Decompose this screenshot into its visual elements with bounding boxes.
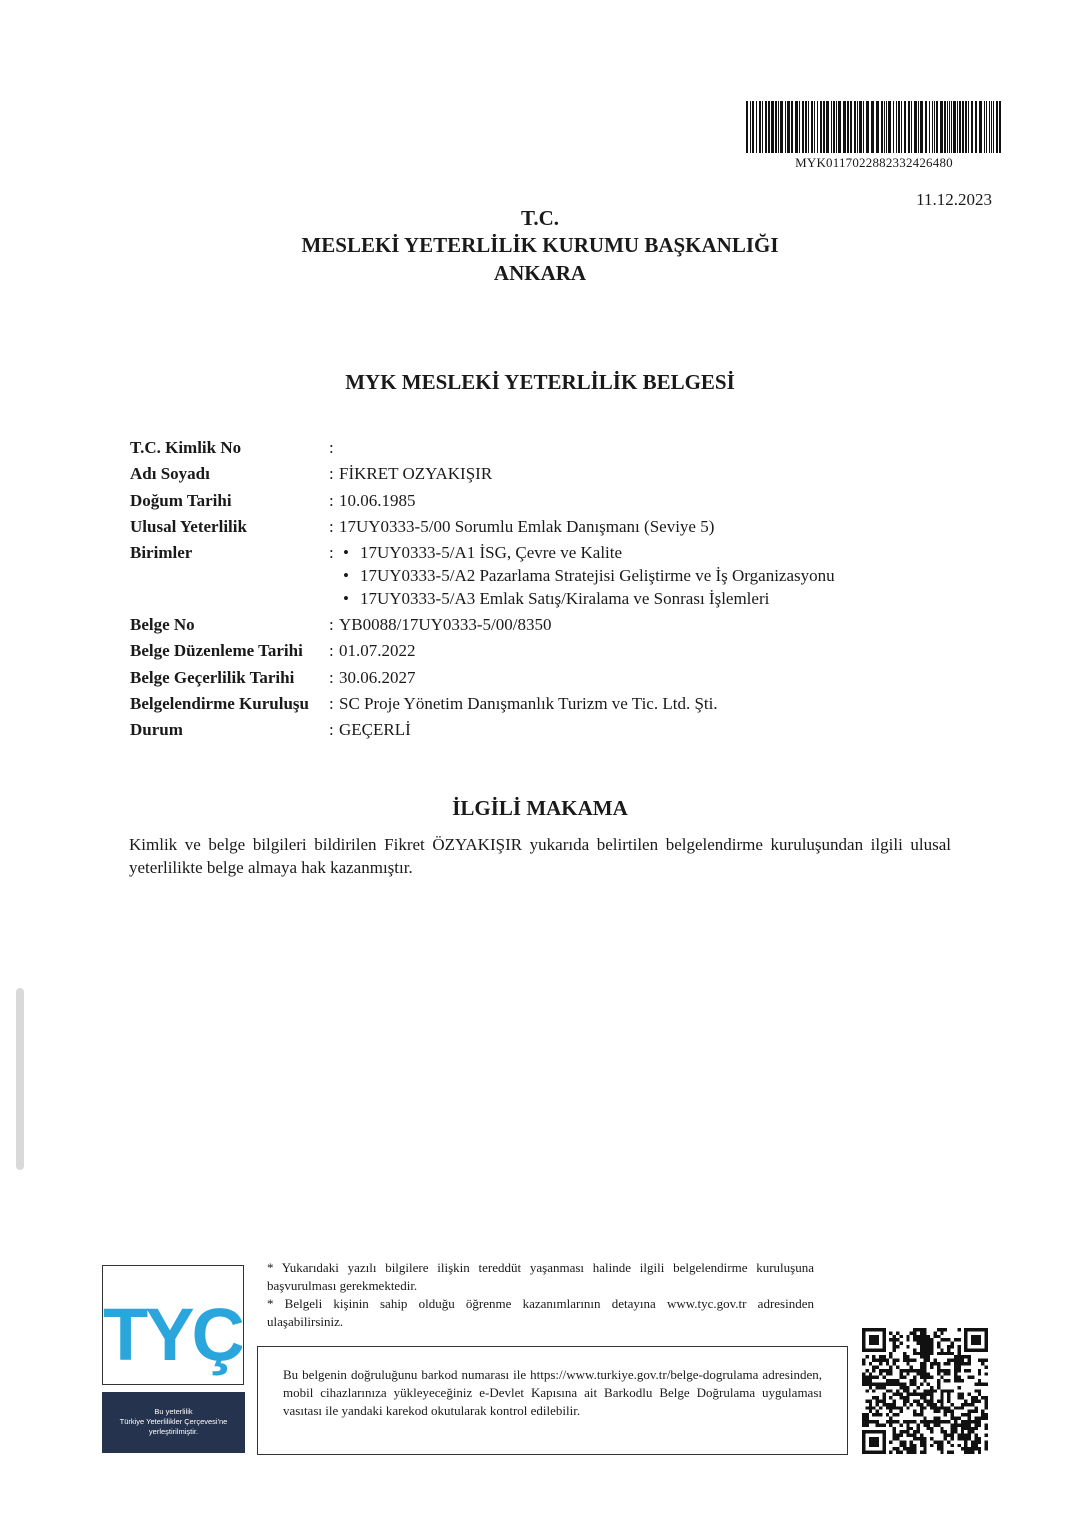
- info-row-units: [130, 542, 990, 612]
- info-label: T.C. Kimlik No: [130, 438, 242, 457]
- info-colon: :: [329, 694, 334, 713]
- info-label: Doğum Tarihi: [130, 491, 232, 510]
- info-colon: :: [329, 615, 334, 634]
- header-tc: T.C.: [520, 206, 560, 230]
- info-colon: :: [329, 491, 334, 510]
- footer-note: * Belgeli kişinin sahip olduğu öğrenme kazanımlarının detayına www.tyc.gov.tr adresinden ulaşabilirsiniz.: [267, 1296, 814, 1329]
- status-badge: GEÇERLİ: [339, 720, 411, 739]
- document-title: MYK MESLEKİ YETERLİLİK BELGESİ: [345, 370, 735, 394]
- info-value: 10.06.1985: [339, 491, 416, 510]
- tyc-logo: [102, 1265, 244, 1385]
- info-value: 30.06.2027: [339, 668, 416, 687]
- document-barcode: [744, 101, 1004, 171]
- document-date: 11.12.2023: [916, 190, 992, 209]
- band-line: yerleştirilmiştir.: [148, 1427, 199, 1436]
- barcode-icon: [744, 101, 1004, 153]
- tyc-logo-icon: [103, 1266, 242, 1383]
- list-item: • 17UY0333-5/A2 Pazarlama Stratejisi Geliştirme ve İş Organizasyonu: [343, 565, 835, 588]
- header-organization: MESLEKİ YETERLİLİK KURUMU BAŞKANLIĞI: [301, 233, 779, 257]
- info-colon: :: [329, 668, 334, 687]
- band-line: Türkiye Yeterlilikler Çerçevesi'ne: [119, 1417, 228, 1426]
- info-label: Belge Geçerlilik Tarihi: [130, 668, 295, 687]
- info-label: Belge Düzenleme Tarihi: [130, 641, 303, 660]
- info-value: FİKRET OZYAKIŞIR: [339, 464, 493, 483]
- info-colon: :: [329, 438, 334, 457]
- info-label: Adı Soyadı: [130, 464, 210, 483]
- section-title: İLGİLİ MAKAMA: [452, 796, 628, 820]
- unit-list: [343, 542, 835, 611]
- qr-code: [862, 1328, 988, 1454]
- list-item: • 17UY0333-5/A3 Emlak Satış/Kiralama ve Sonrası İşlemleri: [343, 588, 835, 611]
- info-value: 17UY0333-5/00 Sorumlu Emlak Danışmanı (Seviye 5): [339, 517, 715, 536]
- info-colon: :: [329, 641, 334, 660]
- band-line: Bu yeterlilik: [154, 1407, 193, 1416]
- info-value: 01.07.2022: [339, 641, 416, 660]
- info-label: Belge No: [130, 615, 195, 634]
- info-colon: :: [329, 517, 334, 536]
- info-value: SC Proje Yönetim Danışmanlık Turizm ve Tic. Ltd. Şti.: [339, 694, 718, 713]
- tyc-logo-text: TYÇ: [103, 1293, 242, 1376]
- footer-notes: [267, 1259, 814, 1331]
- header-city: ANKARA: [493, 261, 587, 285]
- qr-code-icon: [862, 1328, 988, 1454]
- body-paragraph: Kimlik ve belge bilgileri bildirilen Fikret ÖZYAKIŞIR yukarıda belirtilen belgelendirme kuruluşundan ilgili ulusal yeterlilikte belge almaya hak kazanmıştır.: [129, 835, 951, 877]
- info-value: YB0088/17UY0333-5/00/8350: [339, 615, 552, 634]
- info-label: Durum: [130, 720, 183, 739]
- tyc-framework-band: [102, 1392, 245, 1453]
- info-colon: :: [329, 720, 334, 739]
- info-label: Ulusal Yeterlilik: [130, 517, 247, 536]
- info-colon: :: [329, 464, 334, 483]
- verification-box: Bu belgenin doğruluğunu barkod numarası ile https://www.turkiye.gov.tr/belge-dogrulama adresinden, mobil cihazlarınıza yükleyeceğiniz e-Devlet Kapısına ait Barkodlu Belge Doğrulama uygulaması vasıtası ile yandaki karekod okutularak kontrol edilebilir.: [257, 1346, 848, 1455]
- info-label: Belgelendirme Kuruluşu: [130, 694, 309, 713]
- barcode-number: MYK0117022882332426480: [795, 155, 953, 170]
- footer-note: * Yukarıdaki yazılı bilgilere ilişkin tereddüt yaşanması halinde ilgili belgelendirme kuruluşuna başvurulması gerekmektedir.: [267, 1260, 814, 1293]
- info-label: Birimler: [130, 543, 193, 562]
- scrollbar-thumb[interactable]: [16, 988, 24, 1170]
- info-colon: :: [329, 543, 334, 562]
- list-item: • 17UY0333-5/A1 İSG, Çevre ve Kalite: [343, 542, 835, 565]
